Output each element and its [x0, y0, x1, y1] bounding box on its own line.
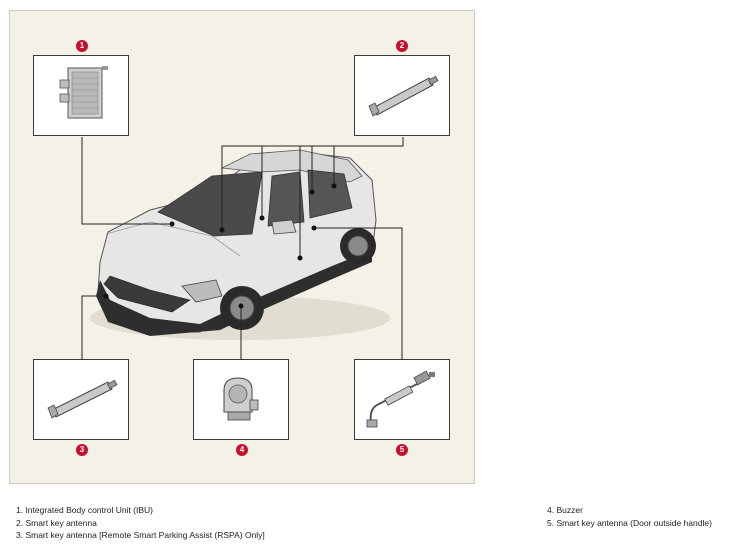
badge-3: 3	[76, 444, 88, 456]
car-illustration	[90, 150, 390, 340]
legend-left	[16, 504, 265, 542]
legend-item-4: 4. Buzzer	[547, 505, 583, 515]
badge-4: 4	[236, 444, 248, 456]
legend-item-1: 1. Integrated Body control Unit (IBU)	[16, 505, 154, 515]
badge-5: 5	[396, 444, 408, 456]
legend-item-5: 5. Smart key antenna (Door outside handle)	[547, 517, 712, 528]
legend-item-3: 3. Smart key antenna [Remote Smart Parking Assist (RSPA) Only]	[16, 530, 265, 540]
legend-item-2: 2. Smart key antenna	[16, 517, 97, 528]
badge-2: 2	[396, 40, 408, 52]
badge-1: 1	[76, 40, 88, 52]
legend-right	[547, 504, 712, 529]
